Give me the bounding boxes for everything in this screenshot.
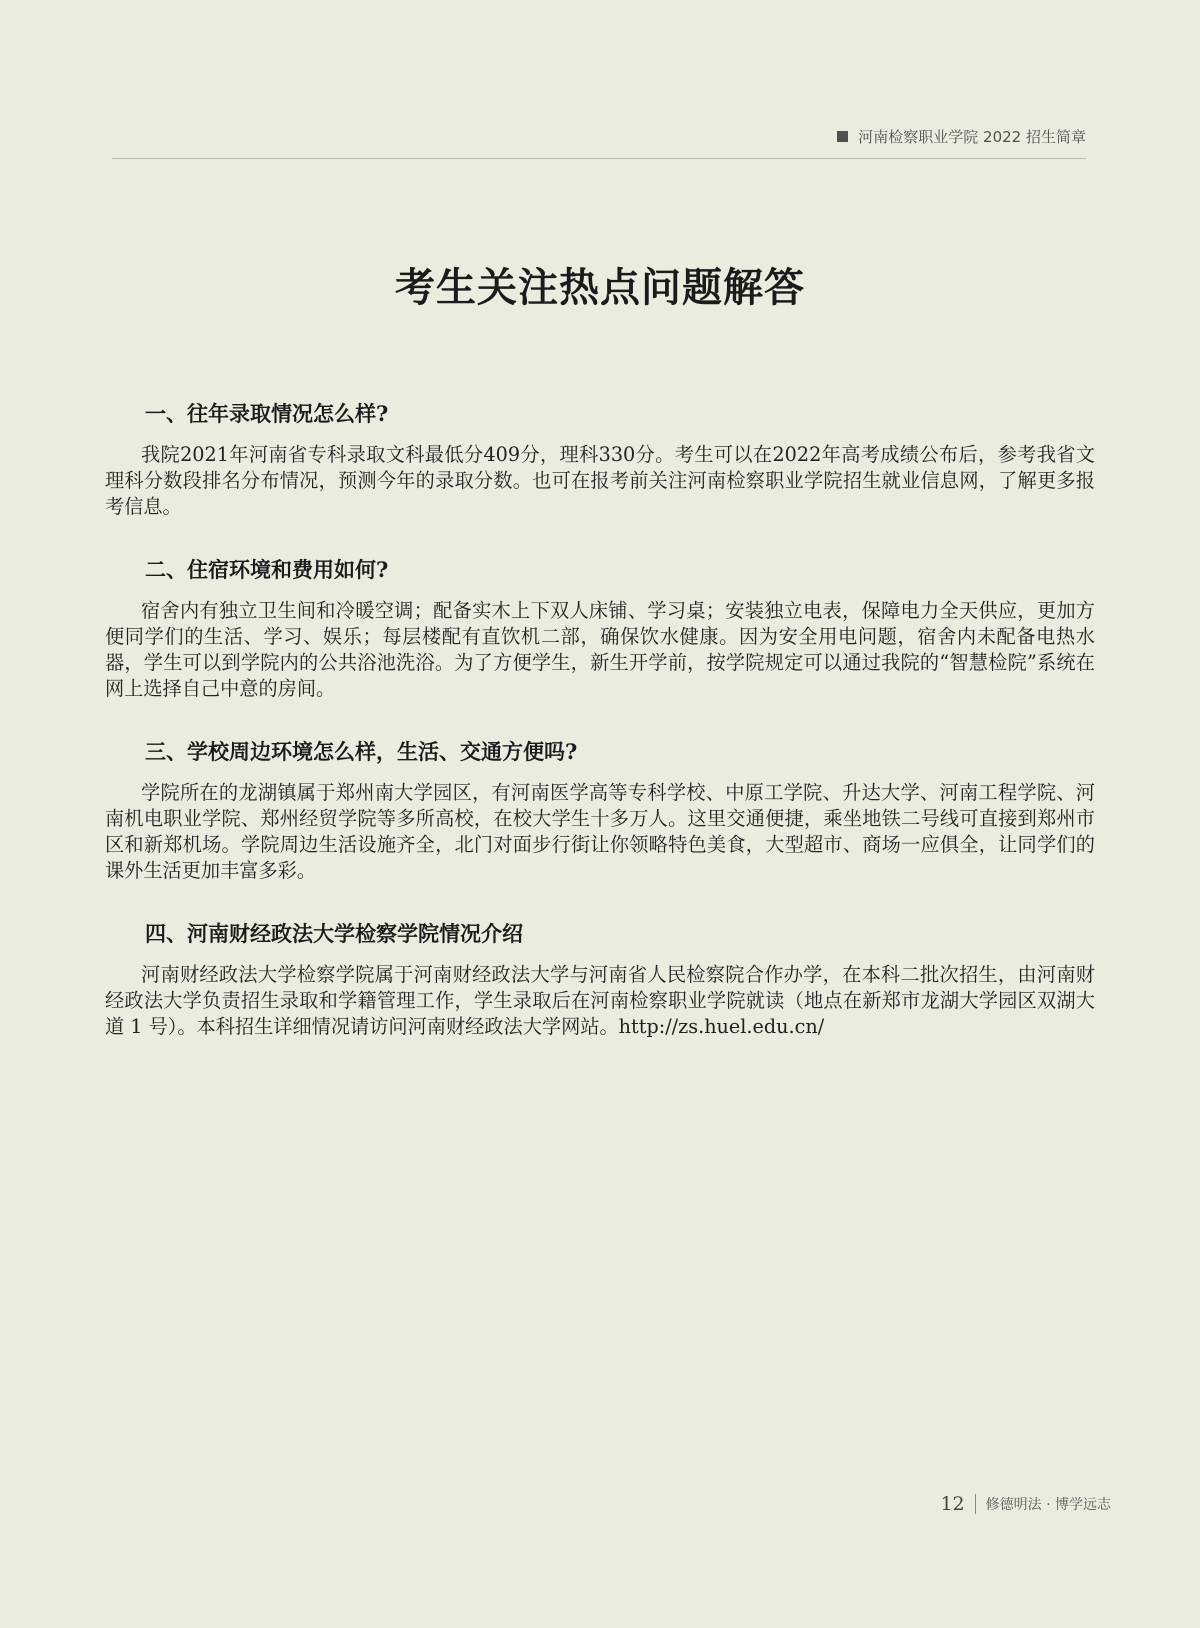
faq-section	[105, 736, 1095, 884]
page-header	[112, 118, 1086, 159]
footer-motto: 修德明法 · 博学远志	[985, 1497, 1111, 1513]
faq-section	[105, 554, 1095, 702]
section-body: 学院所在的龙湖镇属于郑州南大学园区，有河南医学高等专科学校、中原工学院、升达大学、河南工程学院、河南机电职业学院、郑州经贸学院等多所高校，在校大学生十多万人。这里交通便捷，乘坐地铁二号线可直接到郑州市区和新郑机场。学院周边生活设施齐全，北门对面步行街让你领略特色美食，大型超市、商场一应俱全，让同学们的课外生活更加丰富多彩。	[105, 781, 1095, 882]
section-heading: 一、往年录取情况怎么样?	[145, 401, 389, 426]
page-number: 12	[940, 1493, 965, 1515]
section-body: 我院2021年河南省专科录取文科最低分409分，理科330分。考生可以在2022年高考成绩公布后，参考我省文理科分数段排名分布情况，预测今年的录取分数。也可在报考前关注河南检察职业学院招生就业信息网，了解更多报考信息。	[105, 443, 1095, 518]
square-icon	[837, 131, 848, 142]
header-text: 河南检察职业学院 2022 招生简章	[858, 128, 1086, 146]
section-body: 宿舍内有独立卫生间和冷暖空调；配备实木上下双人床铺、学习桌；安装独立电表，保障电力全天供应，更加方便同学们的生活、学习、娱乐；每层楼配有直饮机二部，确保饮水健康。因为安全用电问题，宿舍内未配备电热水器，学生可以到学院内的公共浴池洗浴。为了方便学生，新生开学前，按学院规定可以通过我院的“智慧检院”系统在网上选择自己中意的房间。	[105, 599, 1095, 700]
section-heading: 四、河南财经政法大学检察学院情况介绍	[145, 921, 523, 946]
page-footer	[940, 1493, 1111, 1515]
section-body: 河南财经政法大学检察学院属于河南财经政法大学与河南省人民检察院合作办学，在本科二批次招生，由河南财经政法大学负责招生录取和学籍管理工作，学生录取后在河南检察职业学院就读（地点在新郑市龙湖大学园区双湖大道 1 号）。本科招生详细情况请访问河南财经政法大学网站。http://zs.huel.edu.cn/	[105, 963, 1095, 1038]
page-title: 考生关注热点问题解答	[395, 264, 805, 311]
header-label	[837, 126, 1086, 147]
footer-divider	[975, 1494, 976, 1514]
faq-content	[105, 398, 1095, 1074]
faq-section	[105, 918, 1095, 1040]
section-heading: 二、住宿环境和费用如何?	[145, 557, 389, 582]
section-heading: 三、学校周边环境怎么样，生活、交通方便吗?	[145, 739, 578, 764]
faq-section	[105, 398, 1095, 520]
